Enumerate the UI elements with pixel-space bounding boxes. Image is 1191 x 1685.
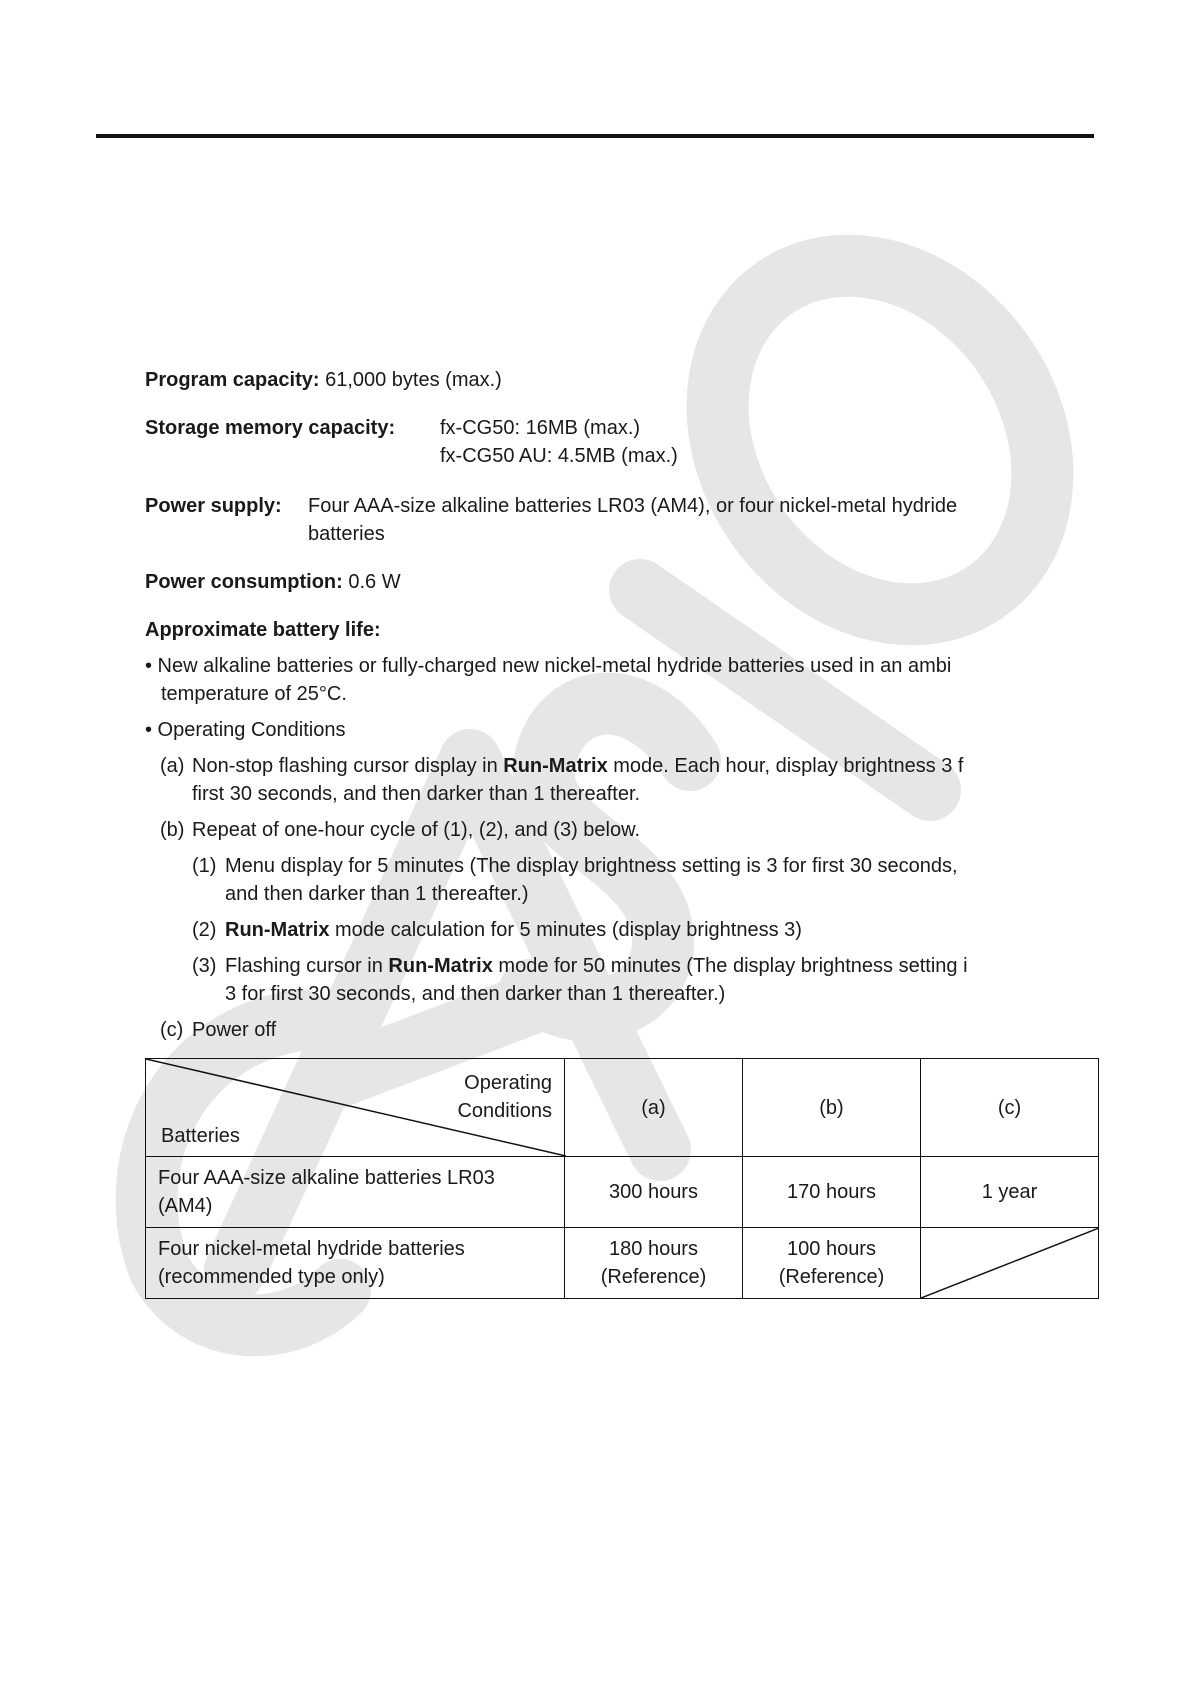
condition-b-text: Repeat of one-hour cycle of (1), (2), and (3) below. [192, 819, 641, 841]
batteries-label: Batteries [161, 1125, 240, 1147]
operating-conditions-label [457, 1069, 552, 1125]
step-3-text-pre: Flashing cursor in [225, 955, 389, 977]
condition-a-text-pre: Non-stop flashing cursor display in [192, 755, 504, 777]
nimh-a-cell [565, 1228, 743, 1299]
row-nimh-label [146, 1228, 565, 1299]
condition-a-line-2: first 30 seconds, and then darker than 1 thereafter. [192, 783, 641, 805]
step-3-line-2: 3 for first 30 seconds, and then darker than 1 thereafter.) [225, 983, 726, 1005]
table-corner-cell [146, 1059, 565, 1157]
bullet-batteries-line-1: • New alkaline batteries or fully-charged new nickel-metal hydride batteries used in an ambi [145, 655, 952, 677]
condition-c-text: Power off [192, 1019, 277, 1041]
step-3-prefix: (3) [192, 955, 217, 977]
row-nimh-label-line-1: Four nickel-metal hydride batteries [158, 1238, 465, 1260]
battery-life-table [145, 1058, 1099, 1299]
program-capacity-value: 61,000 bytes (max.) [325, 369, 502, 391]
battery-life-heading [145, 616, 381, 644]
bullet-batteries-line-2: temperature of 25°C. [161, 683, 347, 705]
row-alkaline-label-line-1: Four AAA-size alkaline batteries LR03 [158, 1167, 495, 1189]
step-2-mode: Run-Matrix [225, 919, 330, 941]
top-rule [96, 134, 1094, 138]
power-supply-label-row [145, 492, 282, 520]
storage-memory-value-1: fx-CG50: 16MB (max.) [440, 417, 641, 439]
step-3-text-post: mode for 50 minutes (The display brightness setting i [492, 955, 968, 977]
alkaline-c-cell: 1 year [921, 1157, 1099, 1228]
not-applicable-diagonal-line [921, 1228, 1099, 1298]
bullet-operating-conditions: • Operating Conditions [145, 719, 346, 741]
program-capacity [145, 366, 502, 394]
step-3-line-1 [225, 952, 968, 980]
row-nimh-label-line-2: (recommended type only) [158, 1266, 385, 1288]
operating-label: Operating [464, 1072, 552, 1094]
step-1-prefix: (1) [192, 855, 217, 877]
column-header-c: (c) [921, 1059, 1099, 1157]
power-supply-label: Power supply: [145, 495, 282, 517]
power-consumption-value: 0.6 W [348, 571, 401, 593]
power-consumption-label: Power consumption: [145, 571, 343, 593]
nimh-b-cell [743, 1228, 921, 1299]
step-1-line-2: and then darker than 1 thereafter.) [225, 883, 529, 905]
table-header-row [146, 1059, 1099, 1157]
condition-a-line-1 [192, 752, 963, 780]
storage-memory-label: Storage memory capacity: [145, 417, 396, 439]
condition-c-prefix: (c) [160, 1019, 184, 1041]
power-supply-value-2: batteries [308, 523, 385, 545]
column-header-a: (a) [565, 1059, 743, 1157]
program-capacity-label: Program capacity: [145, 369, 320, 391]
table-row [146, 1228, 1099, 1299]
battery-life-label: Approximate battery life: [145, 619, 381, 641]
alkaline-a-cell: 300 hours [565, 1157, 743, 1228]
step-2-prefix: (2) [192, 919, 217, 941]
condition-b-prefix: (b) [160, 819, 185, 841]
step-3-mode: Run-Matrix [388, 955, 493, 977]
nimh-a-note: (Reference) [600, 1266, 707, 1288]
nimh-b-note: (Reference) [778, 1266, 885, 1288]
conditions-label: Conditions [457, 1100, 552, 1122]
nimh-a-value: 180 hours [609, 1238, 698, 1260]
row-alkaline-label [146, 1157, 565, 1228]
condition-a-text-post: mode. Each hour, display brightness 3 f [607, 755, 964, 777]
step-2-text: mode calculation for 5 minutes (display brightness 3) [329, 919, 802, 941]
row-alkaline-label-line-2: (AM4) [158, 1195, 213, 1217]
condition-a-mode: Run-Matrix [503, 755, 608, 777]
power-consumption [145, 568, 401, 596]
storage-memory-value-2: fx-CG50 AU: 4.5MB (max.) [440, 445, 678, 467]
alkaline-b-cell: 170 hours [743, 1157, 921, 1228]
column-header-b: (b) [743, 1059, 921, 1157]
table-row [146, 1157, 1099, 1228]
nimh-b-value: 100 hours [787, 1238, 876, 1260]
step-1-line-1: Menu display for 5 minutes (The display brightness setting is 3 for first 30 seconds, [225, 855, 958, 877]
storage-memory-label-row [145, 414, 395, 442]
power-supply-value-1: Four AAA-size alkaline batteries LR03 (AM4), or four nickel-metal hydride [308, 495, 958, 517]
nimh-c-cell-not-applicable [921, 1228, 1099, 1299]
condition-a-prefix: (a) [160, 755, 185, 777]
step-2-line [225, 916, 802, 944]
